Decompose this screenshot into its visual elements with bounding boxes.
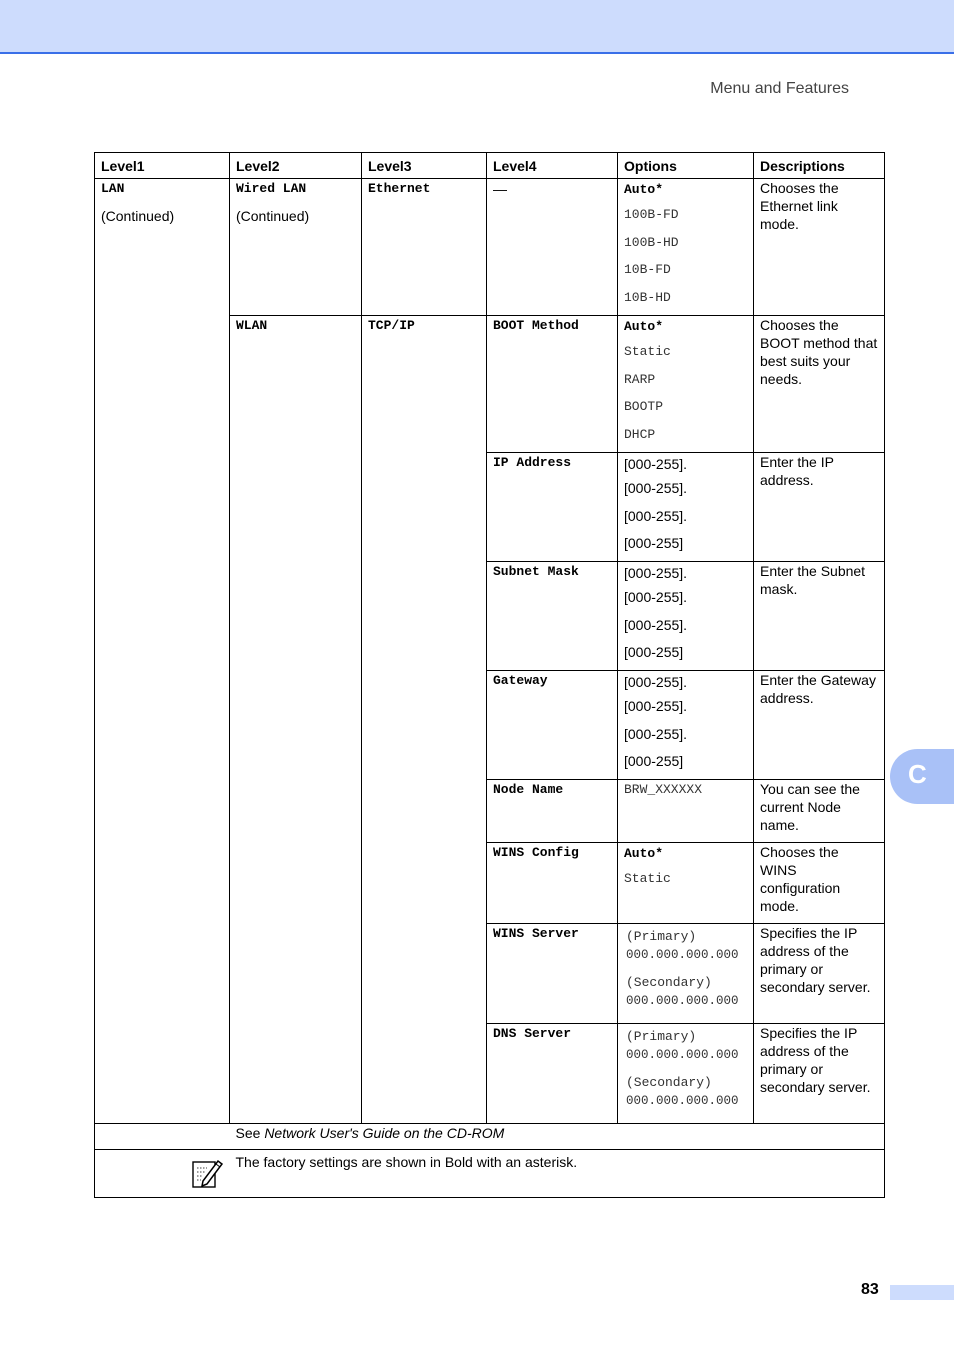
options-cell	[618, 316, 754, 453]
level4-cell	[487, 843, 618, 924]
level4-cell	[487, 316, 618, 453]
menu-table	[94, 152, 885, 1198]
option: 100B-HD	[624, 234, 679, 250]
table-row	[95, 179, 885, 316]
level4-cell	[487, 562, 618, 671]
option: [000-255].	[624, 674, 688, 690]
level2-cell	[230, 316, 362, 1124]
footnote-prefix: See	[235, 1125, 265, 1141]
level4-cell	[487, 780, 618, 843]
level4-name: DNS Server	[493, 1026, 572, 1041]
description-cell: Enter the Gateway address.	[754, 671, 885, 780]
page-number-bar	[890, 1285, 954, 1300]
option: [000-255]	[624, 535, 684, 552]
level1-cell	[95, 179, 230, 1124]
option: [000-255].	[624, 698, 688, 714]
description-cell: Chooses the BOOT method that best suits your needs.	[754, 316, 885, 453]
option: [000-255].	[624, 589, 688, 605]
option-default: Auto*	[624, 182, 664, 197]
option: (Secondary)	[626, 1075, 712, 1090]
option: [000-255].	[624, 616, 688, 633]
footnote	[230, 1124, 885, 1150]
option: RARP	[624, 371, 656, 387]
option: (Primary)	[626, 929, 697, 944]
level4-cell	[487, 1024, 618, 1124]
level4-name: —	[493, 181, 507, 197]
description-cell: Enter the Subnet mask.	[754, 562, 885, 671]
level4-cell	[487, 453, 618, 562]
level4-cell	[487, 924, 618, 1024]
option-default: Auto*	[624, 846, 664, 861]
options-cell	[618, 780, 754, 843]
level3-name: Ethernet	[368, 181, 431, 196]
column-header: Level1	[95, 153, 230, 179]
option-default: Auto*	[624, 319, 664, 334]
description-cell: Specifies the IP address of the primary or secondary server.	[754, 924, 885, 1024]
level3-cell	[362, 316, 487, 1124]
option: [000-255].	[624, 456, 688, 472]
options-cell	[618, 924, 754, 1024]
level4-name: Gateway	[493, 673, 548, 688]
level4-cell	[487, 671, 618, 780]
options-cell	[618, 179, 754, 316]
option: (Secondary)	[626, 975, 712, 990]
option: 000.000.000.000	[626, 1094, 739, 1108]
chapter-tab	[890, 749, 954, 804]
description-cell: Specifies the IP address of the primary or secondary server.	[754, 1024, 885, 1124]
level2-cell	[230, 179, 362, 316]
level4-name: WINS Server	[493, 926, 579, 941]
description-cell: Enter the IP address.	[754, 453, 885, 562]
note-pencil-icon	[190, 1155, 224, 1193]
options-cell	[618, 671, 754, 780]
level4-name: Subnet Mask	[493, 564, 579, 579]
option: [000-255].	[624, 565, 688, 581]
options-cell	[618, 1024, 754, 1124]
options-cell	[618, 562, 754, 671]
level4-name: BOOT Method	[493, 318, 579, 333]
level2-name: Wired LAN	[236, 181, 307, 196]
footnote-row	[95, 1124, 885, 1150]
column-header: Level3	[362, 153, 487, 179]
option: BRW_XXXXXX	[624, 782, 703, 797]
level4-name: WINS Config	[493, 845, 579, 860]
option: [000-255].	[624, 725, 688, 742]
footnote-reference: Network User's Guide on the CD-ROM	[264, 1125, 505, 1141]
option: Static	[624, 344, 671, 359]
option: [000-255]	[624, 644, 684, 661]
column-header: Level2	[230, 153, 362, 179]
option: (Primary)	[626, 1029, 697, 1044]
level3-cell	[362, 179, 487, 316]
option: 000.000.000.000	[626, 948, 739, 962]
description-cell: You can see the current Node name.	[754, 780, 885, 843]
description-cell: Chooses the Ethernet link mode.	[754, 179, 885, 316]
table-header-row	[95, 153, 885, 179]
column-header: Options	[618, 153, 754, 179]
note-row	[95, 1150, 885, 1198]
chapter-letter: C	[908, 759, 927, 789]
level3-name: TCP/IP	[368, 318, 415, 333]
option: 100B-FD	[624, 207, 679, 222]
option: 10B-FD	[624, 262, 671, 278]
level4-cell	[487, 179, 618, 316]
option: 10B-HD	[624, 289, 671, 305]
level1-name: LAN	[101, 181, 125, 196]
header-band	[0, 0, 954, 54]
level4-name: IP Address	[493, 455, 572, 470]
option: DHCP	[624, 426, 656, 442]
level1-note: (Continued)	[101, 208, 175, 224]
option: Static	[624, 871, 671, 886]
factory-settings-note: The factory settings are shown in Bold with an asterisk.	[230, 1150, 885, 1198]
option: 000.000.000.000	[626, 994, 739, 1008]
column-header: Level4	[487, 153, 618, 179]
level2-name: WLAN	[236, 318, 268, 333]
option: BOOTP	[624, 399, 664, 415]
options-cell	[618, 843, 754, 924]
running-title: Menu and Features	[710, 80, 849, 97]
level2-note: (Continued)	[236, 208, 310, 224]
option: [000-255].	[624, 507, 688, 524]
option: 000.000.000.000	[626, 1048, 739, 1062]
level4-name: Node Name	[493, 782, 564, 797]
page-number: 83	[861, 1281, 879, 1298]
option: [000-255].	[624, 480, 688, 496]
option: [000-255]	[624, 753, 684, 770]
column-header: Descriptions	[754, 153, 885, 179]
options-cell	[618, 453, 754, 562]
description-cell: Chooses the WINS configuration mode.	[754, 843, 885, 924]
